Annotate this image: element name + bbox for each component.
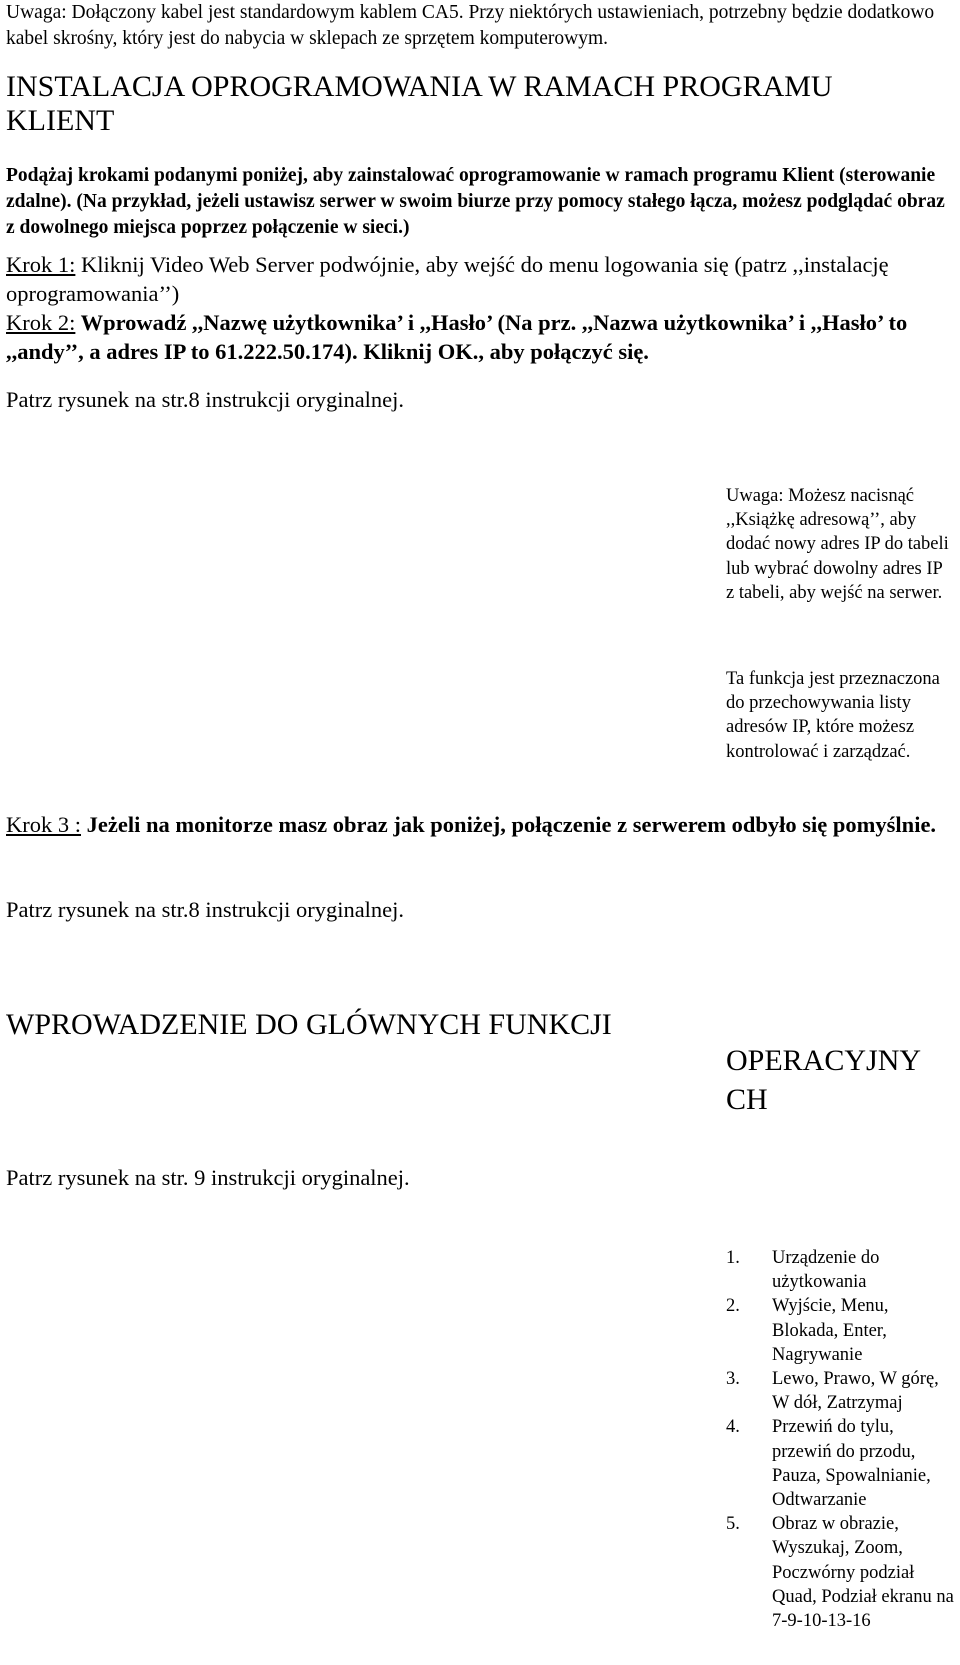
list-item: [726, 1415, 956, 1512]
step-2: [6, 308, 951, 366]
list-item-number: 5.: [726, 1514, 740, 1535]
side-note-1: Uwaga: Możesz nacisnąć ,,Książkę adresową’’, aby dodać nowy adres IP do tabeli lub wybrać dowolny adres IP z tabeli, aby wejść na serwer.: [726, 486, 949, 603]
list-item-text: Lewo, Prawo, W górę, W dół, Zatrzymaj: [772, 1369, 939, 1414]
step-2-label: Krok 2:: [6, 310, 76, 335]
list-item-text: Urządzenie do użytkowania: [772, 1248, 880, 1293]
list-item: [726, 1294, 956, 1367]
step-1-label: Krok 1:: [6, 252, 76, 277]
functions-heading-continued: OPERACYJNY CH: [726, 1044, 920, 1116]
list-item-text: Przewiń do tylu, przewiń do przodu, Pauza, Spowalnianie, Odtwarzanie: [772, 1417, 931, 1511]
list-item-number: 1.: [726, 1248, 740, 1268]
step-3: [6, 810, 951, 839]
list-item-text: Obraz w obrazie, Wyszukaj, Zoom, Poczwórny podział Quad, Podział ekranu na 7-9-10-13-16: [772, 1514, 954, 1632]
step-3-label: Krok 3 :: [6, 812, 81, 837]
step-2-text-end: , aby połączyć się.: [478, 339, 649, 364]
list-item-number: 4.: [726, 1417, 740, 1438]
step-1-text: Kliknij Video Web Server podwójnie, aby wejść do menu logowania się (patrz ,,instalację oprogramowania’’): [6, 252, 889, 306]
see-figure-3: Patrz rysunek na str. 9 instrukcji oryginalnej.: [6, 1165, 410, 1190]
list-item-number: 2.: [726, 1296, 740, 1317]
see-figure-2: Patrz rysunek na str.8 instrukcji oryginalnej.: [6, 897, 405, 922]
cable-note: Uwaga: Dołączony kabel jest standardowym kablem CA5. Przy niektórych ustawieniach, potrzebny będzie dodatkowo kabel skrośny, który jest do nabycia w sklepach ze sprzętem komputerowym.: [6, 2, 935, 49]
install-intro: Podążaj krokami podanymi poniżej, aby zainstalować oprogramowanie w ramach programu Klient (sterowanie zdalne). (Na przykład, jeżeli ustawisz serwer w swoim biurze przy pomocy stałego łącza, możesz podglądać obraz z dowolnego miejsca poprzez połączenie w sieci.): [6, 165, 945, 238]
list-item: [726, 1512, 956, 1633]
side-note-2: Ta funkcja jest przeznaczona do przechowywania listy adresów IP, które możesz kontrolować i zarządzać.: [726, 669, 940, 762]
see-figure-1: Patrz rysunek na str.8 instrukcji oryginalnej.: [6, 387, 405, 412]
step-3-text: Jeżeli na monitorze masz obraz jak poniżej, połączenie z serwerem odbyło się pomyślnie.: [81, 812, 937, 837]
list-item-text: Wyjście, Menu, Blokada, Enter, Nagrywanie: [772, 1296, 889, 1365]
install-heading: INSTALACJA OPROGRAMOWANIA W RAMACH PROGRAMU KLIENT: [6, 70, 833, 137]
functions-heading: WPROWADZENIE DO GLÓWNYCH FUNKCJI: [6, 1008, 612, 1041]
list-item-number: 3.: [726, 1369, 740, 1390]
list-item: [726, 1367, 956, 1415]
list-item: [726, 1246, 956, 1294]
functions-list: [726, 1246, 956, 1633]
step-1: [6, 250, 951, 308]
step-2-text: Wprowadź ,,Nazwę użytkownika’ i ,,Hasło’ (Na prz. ,,Nazwa użytkownika’ i ,,Hasło’ to ,,andy’’, a adres IP to 61.222.50.174). Kliknij OK.: [6, 310, 908, 364]
